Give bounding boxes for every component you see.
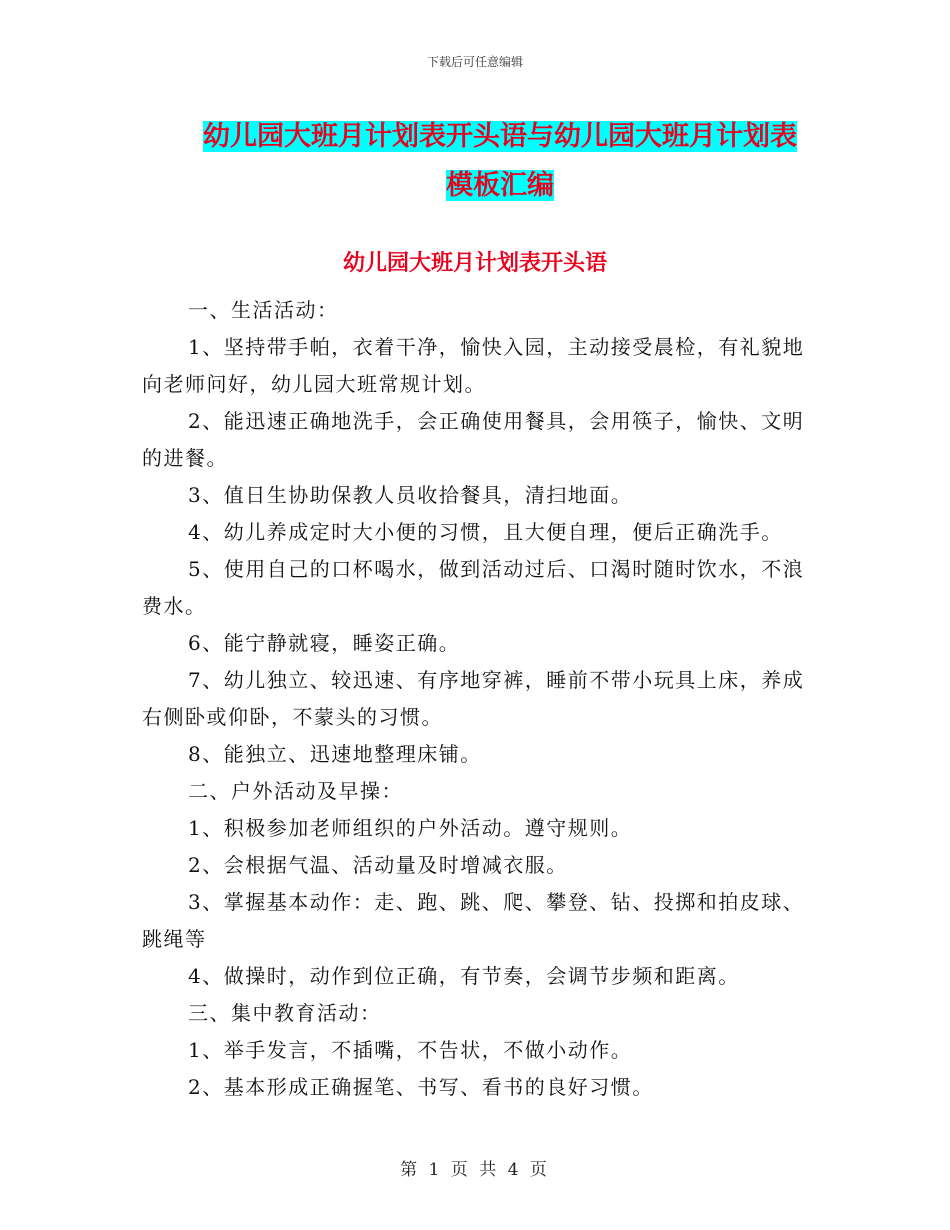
- paragraph: 3、掌握基本动作：走、跑、跳、爬、攀登、钻、投掷和拍皮球、跳绳等: [142, 890, 805, 951]
- paragraph: 2、会根据气温、活动量及时增减衣服。: [188, 853, 568, 877]
- paragraph: 8、能独立、迅速地整理床铺。: [188, 742, 482, 766]
- section-title: 幼儿园大班月计划表开头语: [342, 251, 607, 276]
- paragraph: 一、生活活动：: [188, 298, 339, 322]
- paragraph: 1、积极参加老师组织的户外活动。遵守规则。: [188, 816, 633, 840]
- paragraph: 二、户外活动及早操：: [188, 779, 403, 803]
- document-title-text: 幼儿园大班月计划表开头语与幼儿园大班月计划表模板汇编: [203, 121, 797, 201]
- paragraph: 4、幼儿养成定时大小便的习惯，且大便自理，便后正确洗手。: [188, 520, 783, 544]
- paragraph: 1、举手发言，不插嘴，不告状，不做小动作。: [188, 1038, 633, 1062]
- document-title: [190, 112, 810, 210]
- paragraph: 1、坚持带手帕，衣着干净，愉快入园，主动接受晨检，有礼貌地向老师问好，幼儿园大班常规计划。: [142, 335, 805, 396]
- document-body: [142, 292, 808, 1106]
- paragraph: 4、做操时，动作到位正确，有节奏，会调节步频和距离。: [188, 964, 740, 988]
- header-note: 下载后可任意编辑: [426, 55, 523, 69]
- paragraph: 2、基本形成正确握笔、书写、看书的良好习惯。: [188, 1075, 654, 1099]
- paragraph: 2、能迅速正确地洗手，会正确使用餐具，会用筷子，愉快、文明的进餐。: [142, 409, 805, 470]
- page-footer: 第 1 页 共 4 页: [400, 1160, 550, 1180]
- paragraph: 6、能宁静就寝，睡姿正确。: [188, 631, 461, 655]
- paragraph: 5、使用自己的口杯喝水，做到活动过后、口渴时随时饮水，不浪费水。: [142, 557, 805, 618]
- paragraph: 7、幼儿独立、较迅速、有序地穿裤，睡前不带小玩具上床，养成右侧卧或仰卧，不蒙头的习惯。: [142, 668, 805, 729]
- paragraph: 三、集中教育活动：: [188, 1001, 382, 1025]
- paragraph: 3、值日生协助保教人员收拾餐具，清扫地面。: [188, 483, 633, 507]
